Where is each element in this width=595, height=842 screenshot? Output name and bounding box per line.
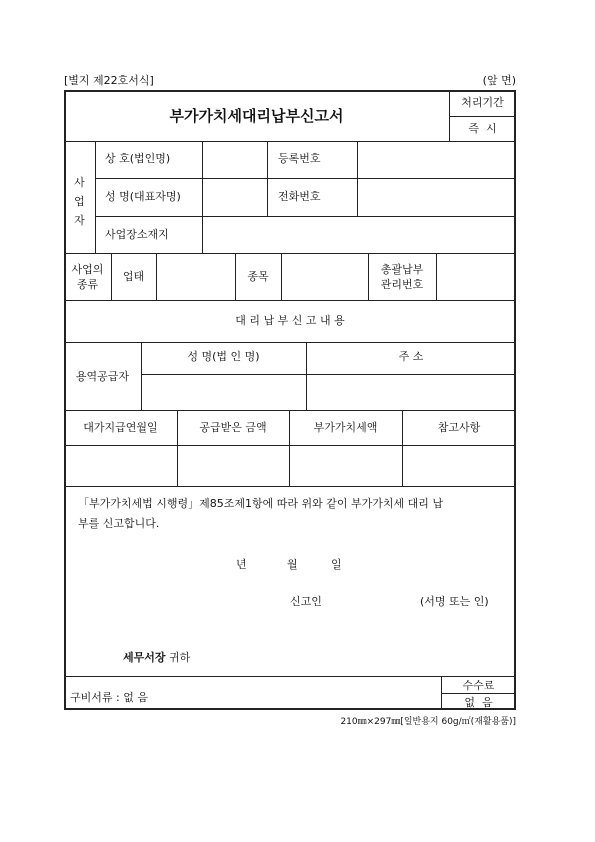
declaration-text-line1: 「부가가치세법 시행령」제85조제1항에 따라 위와 같이 부가가치세 대리 납	[78, 497, 443, 510]
form-number: [별지 제22호서식]	[64, 74, 154, 87]
signature-label: (서명 또는 인)	[420, 595, 489, 608]
recipient-office: 세무서장	[123, 651, 166, 664]
declaration-text-line2: 부를 신고합니다.	[78, 517, 160, 530]
business-category-label: 업태	[122, 270, 145, 283]
col-amount-received-label: 공급받은 금액	[199, 421, 267, 434]
reporter-field[interactable]	[330, 592, 410, 610]
consolidated-number-field[interactable]	[437, 254, 515, 300]
registration-number-field[interactable]	[358, 142, 515, 177]
supplier-name-field[interactable]	[142, 375, 305, 409]
supplier-label: 용역공급자	[75, 370, 130, 383]
fee-label: 수수료	[462, 679, 495, 692]
business-group-label: 사 업 자	[74, 176, 85, 227]
consolidated-number-label: 총괄납부 관리번호	[380, 263, 424, 291]
supplier-address-label: 주 소	[398, 350, 424, 363]
address-label: 사업장소재지	[105, 228, 169, 241]
fee-value: 없 음	[464, 696, 493, 709]
representative-field[interactable]	[203, 179, 266, 215]
col-vat-amount-label: 부가가치세액	[313, 421, 378, 434]
col-payment-date-label: 대가지급연월일	[83, 421, 158, 434]
phone-label: 전화번호	[278, 190, 321, 203]
recipient-suffix: 귀하	[169, 651, 191, 664]
registration-number-label: 등록번호	[278, 152, 321, 165]
address-field[interactable]	[203, 217, 515, 253]
paper-spec: 210㎜×297㎜[일반용지 60g/㎡(재활용품)]	[340, 717, 516, 727]
required-documents-label: 구비서류 : 없 음	[70, 691, 148, 704]
form-title: 부가가치세대리납부신고서	[169, 107, 344, 125]
business-item-field[interactable]	[282, 254, 367, 300]
date-day-label: 일	[331, 558, 342, 571]
processing-period-label: 처리기간	[461, 96, 504, 109]
supplier-address-field[interactable]	[307, 375, 515, 409]
business-item-label: 종목	[247, 270, 269, 283]
trade-name-field[interactable]	[203, 142, 266, 177]
reporter-label: 신고인	[290, 595, 322, 608]
recipient	[123, 651, 190, 665]
page-side: (앞 면)	[482, 74, 516, 87]
date-year-label: 년	[236, 558, 247, 571]
date-month-label: 월	[287, 558, 298, 571]
supplier-name-label: 성 명(법 인 명)	[187, 350, 260, 363]
amount-received-field[interactable]	[178, 446, 288, 485]
col-remarks-label: 참고사항	[437, 421, 481, 434]
business-category-field[interactable]	[157, 254, 234, 300]
phone-field[interactable]	[358, 179, 515, 215]
vat-amount-field[interactable]	[290, 446, 401, 485]
trade-name-label: 상 호(법인명)	[105, 152, 171, 165]
representative-label: 성 명(대표자명)	[105, 190, 181, 203]
processing-period-value: 즉 시	[468, 122, 497, 135]
business-type-label: 사업의 종류	[71, 263, 104, 291]
report-section-title: 대 리 납 부 신 고 내 용	[235, 314, 345, 327]
remarks-field[interactable]	[403, 446, 515, 485]
payment-date-field[interactable]	[65, 446, 176, 485]
